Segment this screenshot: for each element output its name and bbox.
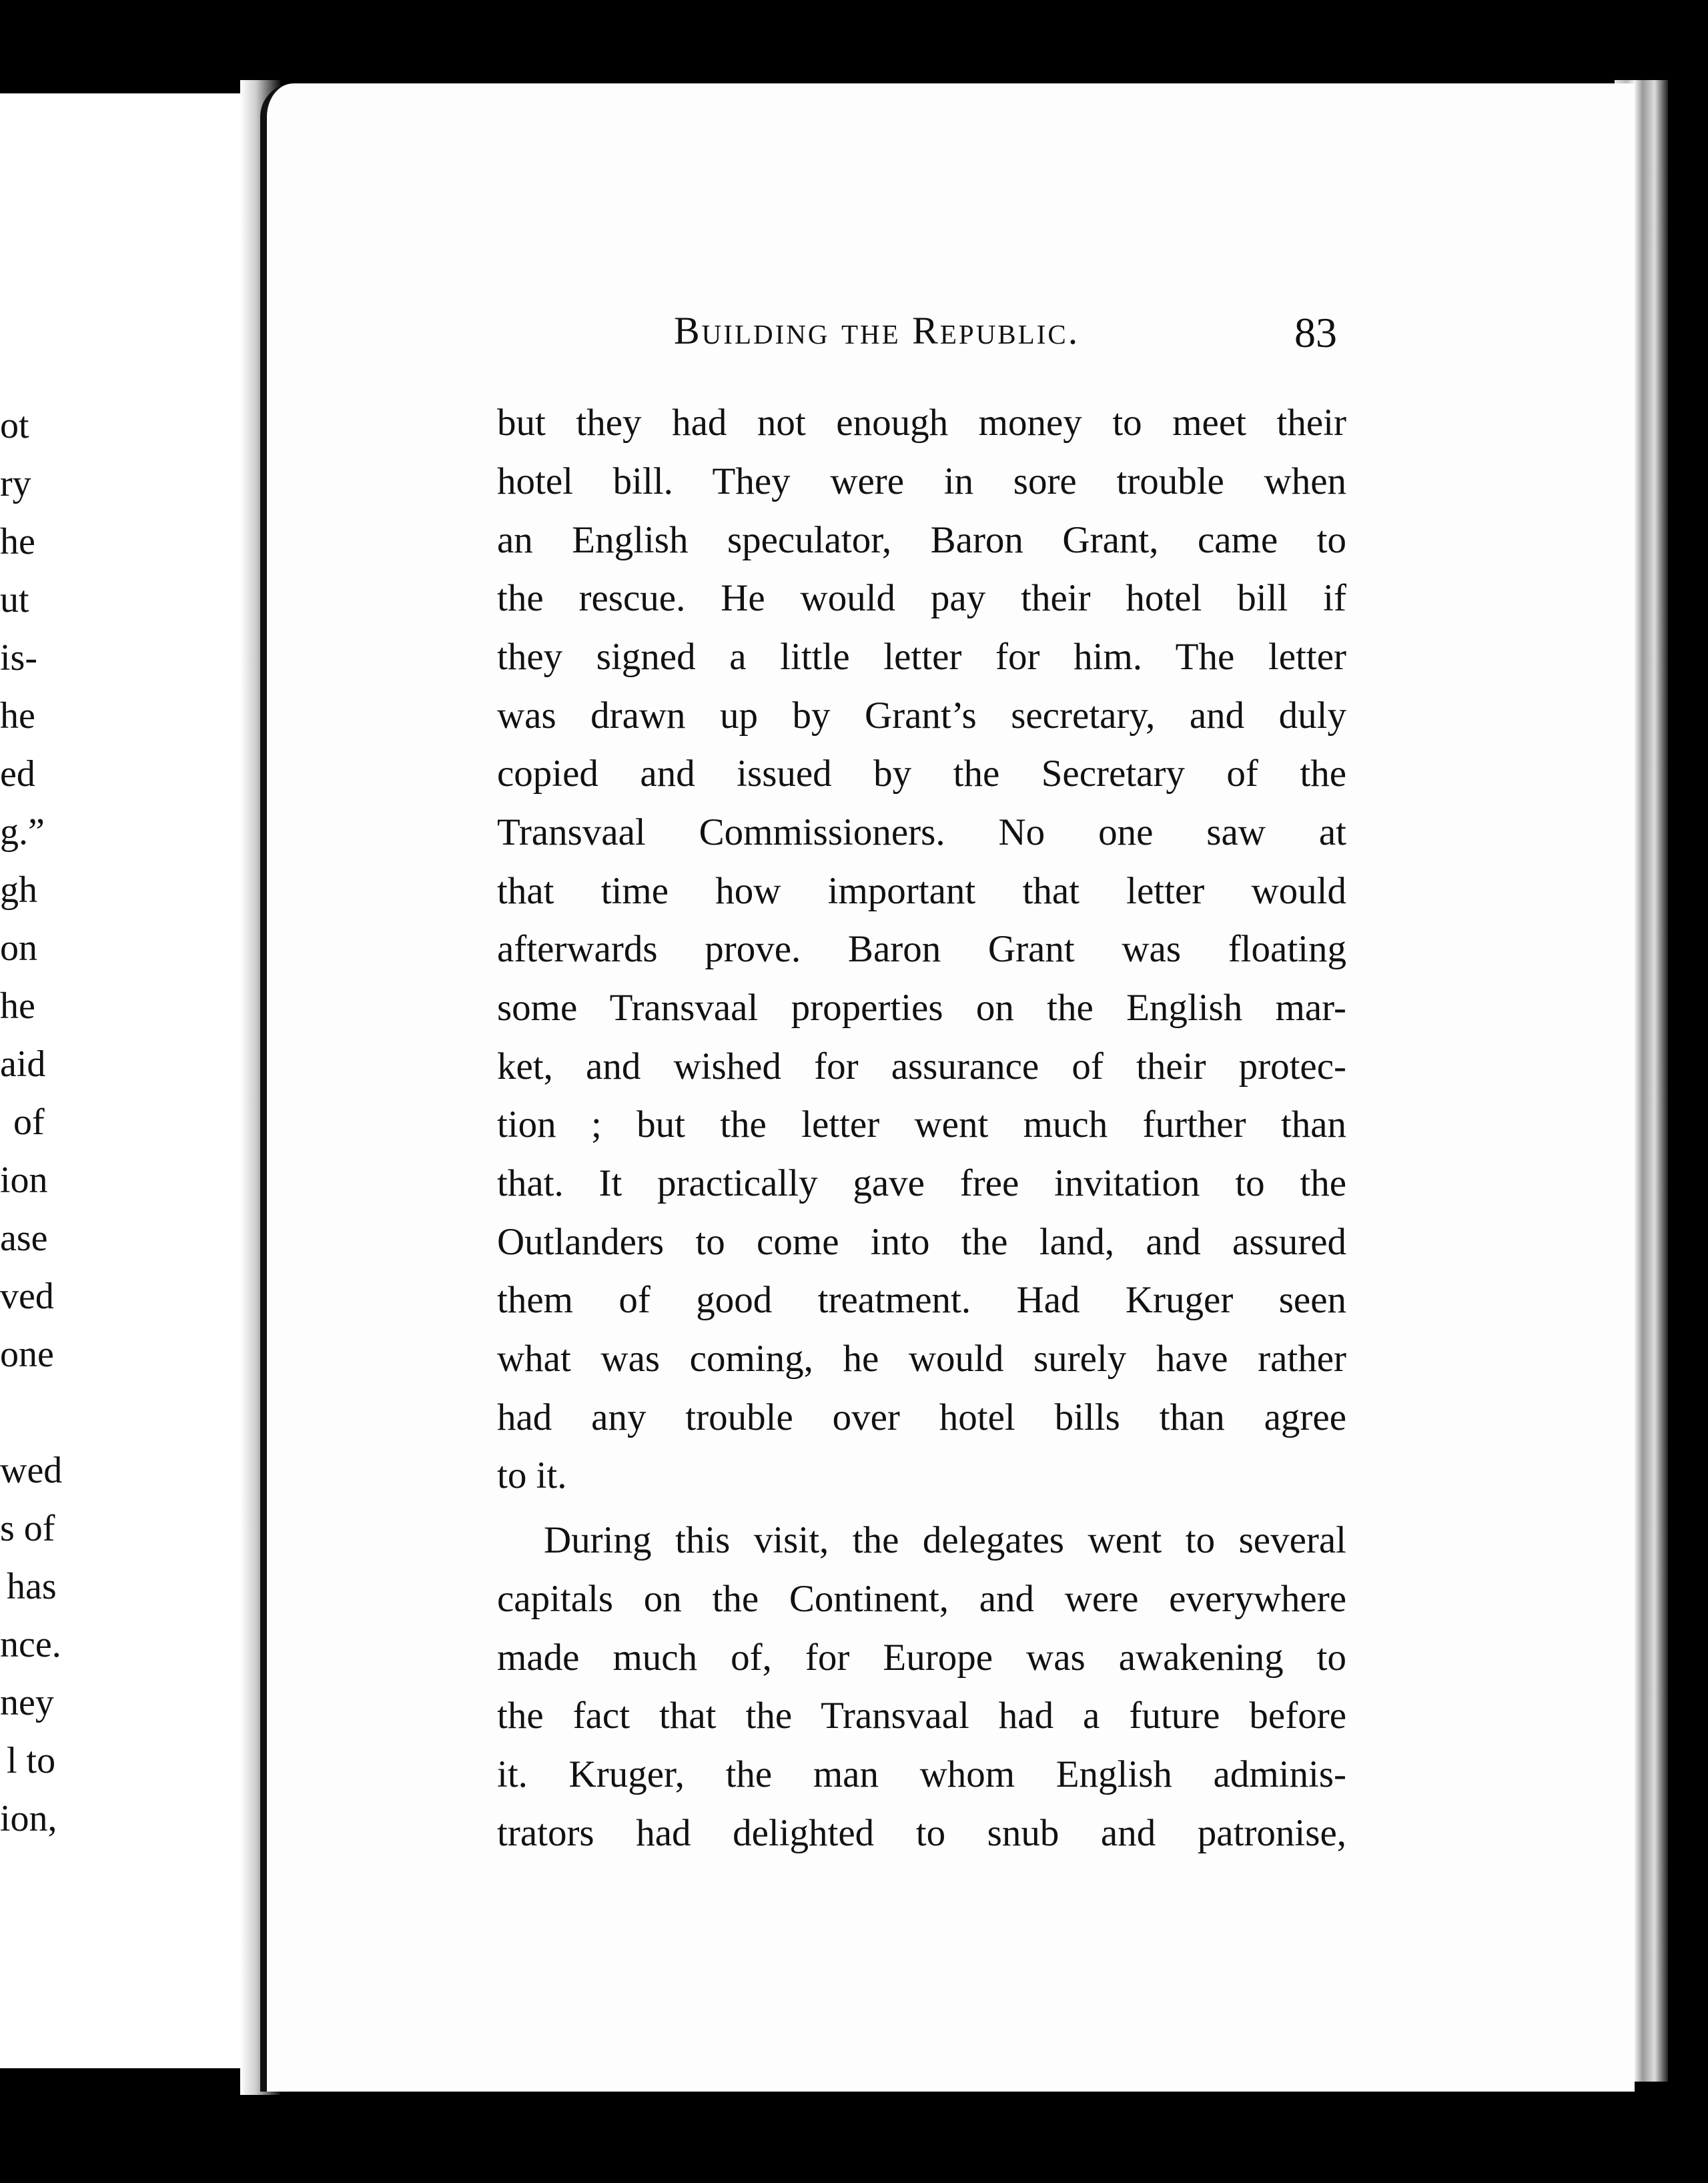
text-line: some Transvaal properties on the English mar- [497, 987, 1346, 1029]
text-line: hotel bill. They were in sore trouble when [497, 460, 1346, 502]
text-line: but they had not enough money to meet their [497, 402, 1346, 444]
text-line: afterwards prove. Baron Grant was floating [497, 928, 1346, 970]
text-line: was drawn up by Grant’s secretary, and duly [497, 695, 1346, 737]
text-line: an English speculator, Baron Grant, came to [497, 519, 1346, 561]
text-line: During this visit, the delegates went to several [544, 1519, 1346, 1561]
left-page-line: ase [0, 1218, 48, 1259]
left-page-line: ot [0, 405, 29, 446]
text-line: had any trouble over hotel bills than agree [497, 1396, 1346, 1438]
left-page-line: ry [0, 463, 31, 504]
text-line: it. Kruger, the man whom English adminis- [497, 1753, 1346, 1795]
text-line: them of good treatment. Had Kruger seen [497, 1279, 1346, 1321]
left-page-line: ney [0, 1682, 54, 1723]
text-line: what was coming, he would surely have rather [497, 1338, 1346, 1380]
text-line: to it. [497, 1454, 567, 1496]
text-line: Outlanders to come into the land, and assured [497, 1221, 1346, 1263]
left-page-line: has [7, 1566, 57, 1607]
left-page-line: he [0, 985, 35, 1027]
left-page-line: ed [0, 753, 35, 795]
text-line: trators had delighted to snub and patronise, [497, 1812, 1346, 1854]
text-line: made much of, for Europe was awakening to [497, 1637, 1346, 1679]
left-page-line: s of [0, 1508, 55, 1549]
left-page-line: g.” [0, 811, 45, 853]
left-page-line: ved [0, 1276, 54, 1317]
left-page-line: he [0, 695, 35, 737]
text-line: they signed a little letter for him. The letter [497, 636, 1346, 678]
left-page-line: is- [0, 637, 37, 679]
left-page-line: on [0, 927, 37, 969]
left-page-line: ut [0, 579, 29, 620]
text-line: ket, and wished for assurance of their protec- [497, 1045, 1346, 1087]
text-line: Transvaal Commissioners. No one saw at [497, 811, 1346, 853]
text-line: copied and issued by the Secretary of the [497, 753, 1346, 795]
left-page-line: of [13, 1102, 45, 1143]
left-page-line: gh [0, 869, 37, 911]
left-page-line: ion [0, 1160, 48, 1201]
left-page-line: ion, [0, 1798, 57, 1839]
left-page-line: one [0, 1334, 54, 1375]
left-page-line: aid [0, 1043, 46, 1085]
text-line: capitals on the Continent, and were everywhere [497, 1578, 1346, 1620]
text-line: tion ; but the letter went much further than [497, 1104, 1346, 1146]
running-head: Building the Republic. [674, 309, 1080, 352]
left-page-line: nce. [0, 1624, 61, 1665]
left-page-line: he [0, 521, 35, 562]
previous-page [0, 93, 267, 2068]
text-line: that time how important that letter would [497, 870, 1346, 912]
text-line: the rescue. He would pay their hotel bill if [497, 577, 1346, 619]
left-page-line: l to [7, 1740, 56, 1781]
page-number: 83 [1294, 309, 1337, 356]
left-page-line: wed [0, 1450, 63, 1491]
text-line: the fact that the Transvaal had a future before [497, 1695, 1346, 1737]
text-line: that. It practically gave free invitation to the [497, 1162, 1346, 1204]
